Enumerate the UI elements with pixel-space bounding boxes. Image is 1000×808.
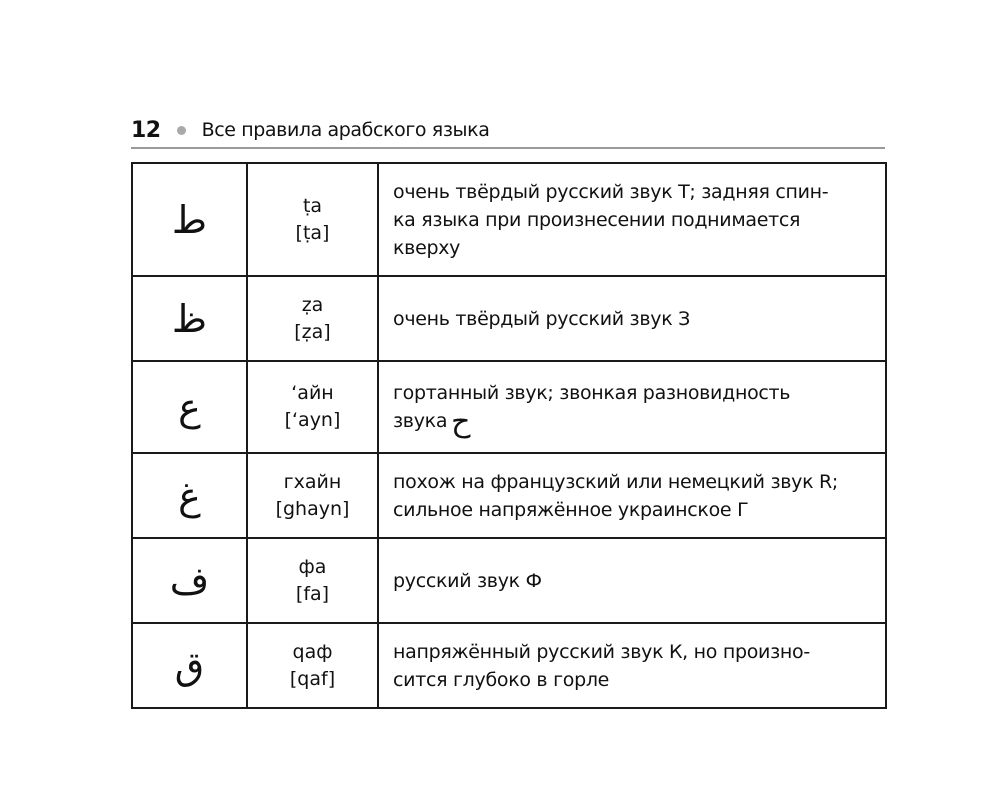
table-row (132, 361, 886, 453)
table-row (132, 276, 886, 361)
description-cell (378, 163, 886, 276)
description-cell (378, 453, 886, 538)
header-rule (131, 147, 885, 149)
description-line: сильное напряжённое украинское Г (393, 498, 749, 521)
arabic-letter: ف (132, 538, 247, 623)
transliteration: ʻайн (291, 382, 334, 404)
transliteration: ẓa (301, 293, 324, 316)
table-row (132, 623, 886, 708)
description-line: русский звук Ф (393, 569, 542, 592)
transcription: [ṭa] (295, 221, 330, 244)
transcription: [ghayn] (275, 497, 350, 520)
description-cell (378, 538, 886, 623)
arabic-letter: غ (132, 453, 247, 538)
arabic-letter: ع (132, 361, 247, 453)
transcription: [ʻayn] (284, 409, 341, 431)
transliteration: гхайн (283, 470, 342, 493)
description-line: очень твёрдый русский звук З (393, 307, 690, 330)
description-line: напряжённый русский звук К, но произно- (393, 640, 810, 663)
description-line: гортанный звук; звонкая разновидность (393, 381, 791, 404)
description-cell (378, 361, 886, 453)
description-line: очень твёрдый русский звук Т; задняя спин- (393, 180, 829, 203)
letters-table (131, 162, 887, 709)
bullet-dot-icon (177, 126, 186, 135)
running-head (131, 114, 885, 146)
transliteration-cell (247, 453, 378, 538)
transcription: [qaf] (289, 667, 336, 690)
transliteration-cell (247, 623, 378, 708)
transliteration-cell (247, 538, 378, 623)
arabic-letter: ط (132, 163, 247, 276)
description-line: похож на французский или немецкий звук R; (393, 470, 839, 493)
transliteration-cell (247, 361, 378, 453)
arabic-letter: ق (132, 623, 247, 708)
transliteration-cell (247, 163, 378, 276)
description-line: сится глубоко в горле (393, 668, 610, 691)
description-line: ка языка при произнесении поднимается (393, 208, 801, 231)
book-title: Все правила арабского языка (201, 119, 490, 141)
description-line (393, 403, 875, 439)
transcription: [fa] (295, 582, 330, 605)
transliteration: ṭa (302, 194, 323, 217)
transliteration: фа (298, 555, 327, 578)
description-text: звука (393, 409, 448, 432)
transliteration-cell (247, 276, 378, 361)
table-row (132, 538, 886, 623)
description-line: кверху (393, 236, 461, 259)
table-row (132, 453, 886, 538)
table-row (132, 163, 886, 276)
inline-arabic-letter: ح (451, 403, 471, 439)
arabic-letter: ظ (132, 276, 247, 361)
transliteration: qаф (292, 640, 333, 663)
page-number: 12 (131, 117, 161, 143)
description-cell (378, 276, 886, 361)
description-cell (378, 623, 886, 708)
transcription: [ẓa] (294, 320, 331, 343)
